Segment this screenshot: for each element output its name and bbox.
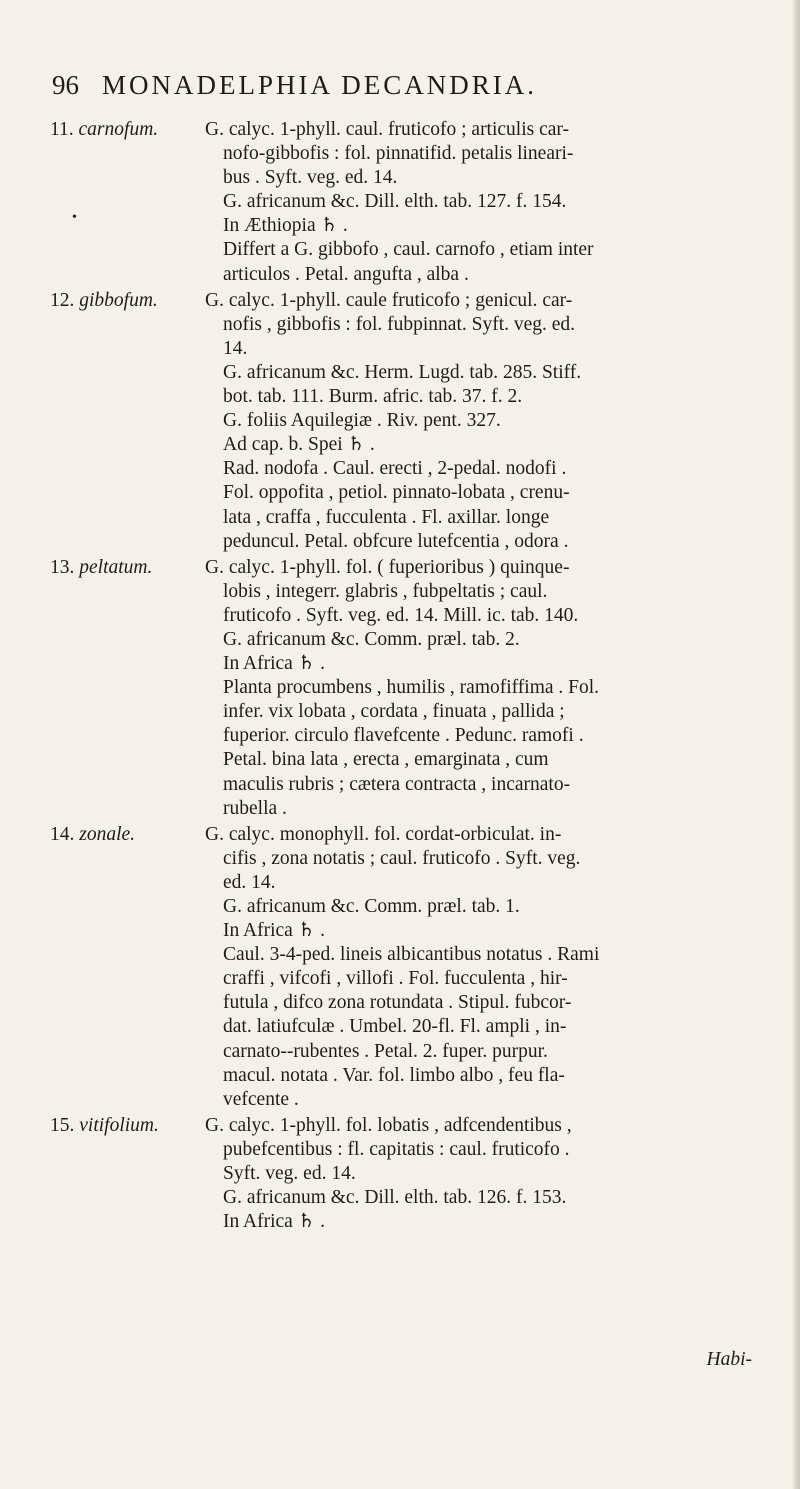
text-line: ed. 14. [223,871,276,893]
entry-label [50,289,200,313]
species-name: vitifolium. [79,1114,159,1136]
entry-label [50,1114,200,1138]
text-line: G. africanum &c. Comm. præl. tab. 1. [223,896,520,917]
text-line: bot. tab. 111. Burm. afric. tab. 37. f. 2. [223,386,523,408]
text-line: Syft. veg. ed. 14. [223,1163,356,1185]
text-line: G. calyc. monophyll. fol. cordat-orbiculat. in- [205,823,562,845]
text-line: G. africanum &c. Herm. Lugd. tab. 285. Stiff. [223,361,582,383]
entry-body [205,1114,780,1234]
entry-number: 14. [50,823,75,845]
text-line: 14. [223,337,248,359]
text-line: futula , difco zona rotundata . Stipul. fubcor- [223,992,572,1014]
entry-number: 11. [50,119,74,140]
entry-label [50,556,200,580]
text-line: craffi , vifcofi , villofi . Fol. fucculenta , hir- [223,968,568,990]
text-line: In Æthiopia ♄ . [223,215,348,237]
text-line: In Africa ♄ . [223,653,325,675]
text-line: vefcente . [223,1088,299,1110]
text-line: G. calyc. 1-phyll. caule fruticofo ; genicul. car- [205,289,573,311]
text-line: G. foliis Aquilegiæ . Riv. pent. 327. [223,410,501,432]
page-header [52,70,760,110]
species-name: zonale. [79,823,136,845]
species-entry [50,556,780,821]
text-line: G. calyc. 1-phyll. fol. ( fuperioribus ) quinque- [205,556,570,578]
text-line: Petal. bina lata , erecta , emarginata , cum [223,749,549,771]
page-edge [793,0,800,1489]
text-line: maculis rubris ; cætera contracta , incarnato- [223,773,571,795]
text-line: G. africanum &c. Dill. elth. tab. 127. f. 154. [223,191,567,213]
page-number: 96 [52,70,79,100]
text-line: G. calyc. 1-phyll. fol. lobatis , adfcendentibus , [205,1114,572,1136]
entry-body [205,289,780,554]
text-line: nofo-gibbofis : fol. pinnatifid. petalis lineari- [223,143,574,165]
text-line: bus . Syft. veg. ed. 14. [223,167,398,189]
text-line: articulos . Petal. angufta , alba . [223,263,469,285]
text-line: fuperior. circulo flavefcente . Pedunc. ramofi . [223,725,584,747]
species-entry [50,1114,780,1234]
species-entry [50,289,780,554]
entry-number: 12. [50,289,75,311]
catchword: Habi- [706,1349,752,1370]
margin-dot: • [72,210,77,225]
text-line: Differt a G. gibbofo , caul. carnofo , etiam inter [223,239,594,261]
species-entry [50,823,780,1112]
text-line: In Africa ♄ . [223,920,325,942]
entry-body [205,118,780,287]
text-line: In Africa ♄ . [223,1211,325,1233]
species-name: carnofum. [78,119,159,140]
text-line: peduncul. Petal. obfcure lutefcentia , odora . [223,530,569,552]
text-line: Caul. 3-4-ped. lineis albicantibus notatus . Rami [223,944,600,966]
text-line: carnato--rubentes . Petal. 2. fuper. purpur. [223,1040,548,1062]
text-line: infer. vix lobata , cordata , finuata , pallida ; [223,701,565,723]
text-line: Ad cap. b. Spei ♄ . [223,434,375,456]
entry-number: 15. [50,1114,75,1136]
species-entry [50,118,780,287]
text-line: dat. latiufculæ . Umbel. 20-fl. Fl. ampli , in- [223,1016,567,1038]
text-line: Planta procumbens , humilis , ramofiffima . Fol. [223,677,600,699]
species-entries [50,118,780,1236]
entry-number: 13. [50,556,75,578]
text-line: cifis , zona notatis ; caul. fruticofo . Syft. veg. [223,847,581,869]
running-head: MONADELPHIA DECANDRIA. [102,70,537,100]
text-line: lata , craffa , fucculenta . Fl. axillar. longe [223,506,550,528]
entry-label [50,823,200,847]
text-line: G. calyc. 1-phyll. caul. fruticofo ; articulis car- [205,119,570,140]
text-line: fruticofo . Syft. veg. ed. 14. Mill. ic. tab. 140. [223,604,579,626]
entry-body [205,556,780,821]
entry-body [205,823,780,1112]
text-line: rubella . [223,797,287,819]
text-line: pubefcentibus : fl. capitatis : caul. fruticofo . [223,1138,570,1160]
species-name: peltatum. [79,556,153,578]
text-line: nofis , gibbofis : fol. fubpinnat. Syft. veg. ed. [223,313,576,335]
text-line: Rad. nodofa . Caul. erecti , 2-pedal. nodofi . [223,458,567,480]
text-line: macul. notata . Var. fol. limbo albo , feu fla- [223,1064,565,1086]
entry-label [50,118,200,142]
text-line: G. africanum &c. Comm. præl. tab. 2. [223,628,520,650]
text-line: G. africanum &c. Dill. elth. tab. 126. f. 153. [223,1187,567,1209]
text-line: lobis , integerr. glabris , fubpeltatis ; caul. [223,580,548,602]
text-line: Fol. oppofita , petiol. pinnato-lobata , crenu- [223,482,570,504]
species-name: gibbofum. [79,289,158,311]
